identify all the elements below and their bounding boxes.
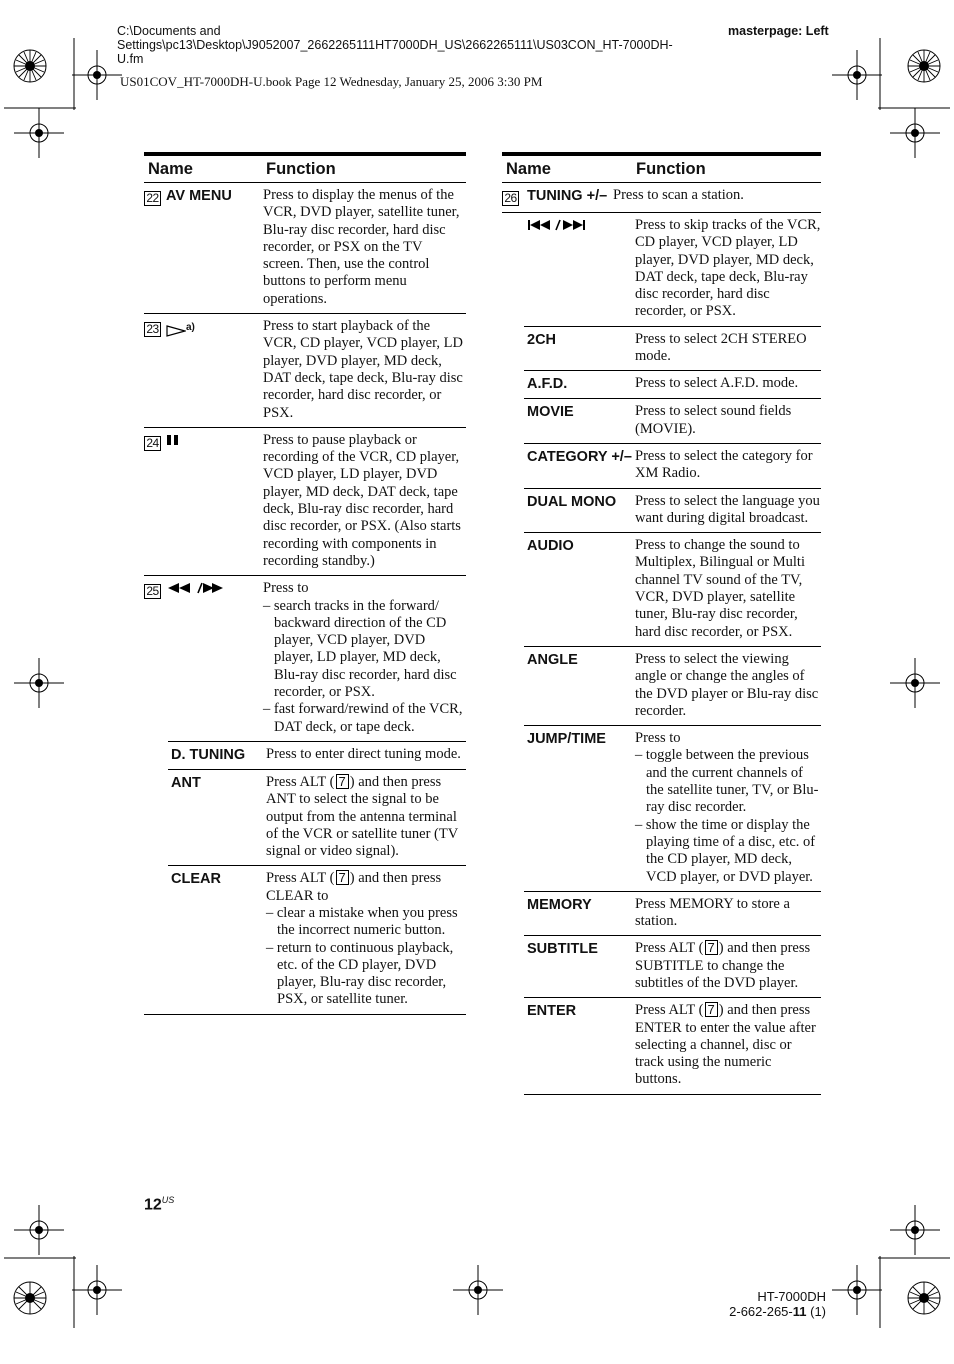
- function-text: [635, 730, 821, 886]
- key-7: 7: [705, 1002, 718, 1017]
- button-name: SUBTITLE: [527, 941, 598, 958]
- table-row: [524, 892, 821, 937]
- table-row: [524, 371, 821, 399]
- function-intro: Press to: [263, 580, 309, 597]
- item-number: 22: [144, 191, 161, 206]
- function-intro: Press to: [635, 730, 681, 747]
- crosshair-mark-right-lower: [890, 1205, 940, 1255]
- item-number: 26: [502, 191, 519, 206]
- button-name: [166, 432, 263, 570]
- table-row: [524, 647, 821, 726]
- button-name: A.F.D.: [527, 376, 568, 393]
- function-text-pre: Press ALT (: [266, 870, 335, 887]
- crosshair-mark-left-middle: [14, 658, 64, 708]
- button-name: 2CH: [527, 331, 557, 348]
- function-text: Press to skip tracks of the VCR, CD player, VCD player, LD player, DVD player, MD deck, DAT deck, tape deck, Blu-ray disc recorder, hard disc recorder, or PSX.: [635, 217, 821, 320]
- button-name: D. TUNING: [171, 746, 246, 763]
- item-number: 24: [144, 436, 161, 451]
- function-text: Press to select the viewing angle or change the angles of the DVD player or Blu-ray disc recorder.: [635, 650, 819, 719]
- header-name: Name: [506, 159, 551, 178]
- table-row: [524, 726, 821, 892]
- table-row: [144, 183, 466, 314]
- button-name: CLEAR: [171, 871, 221, 888]
- button-name: MOVIE: [527, 404, 574, 421]
- part-number-prefix: 2-662-265-: [729, 1304, 793, 1319]
- function-text: Press to enter direct tuning mode.: [266, 745, 461, 762]
- button-name: MEMORY: [527, 896, 592, 913]
- left-function-table: [144, 152, 466, 1015]
- table-row: [502, 183, 821, 213]
- button-name: JUMP/TIME: [527, 731, 606, 748]
- function-text-pre: Press ALT (: [266, 773, 335, 790]
- crosshair-mark-top: [72, 50, 122, 100]
- function-text-post: ) and then press CLEAR to: [266, 870, 442, 904]
- item-number: 23: [144, 322, 161, 337]
- crosshair-mark-bottom-left: [72, 1265, 122, 1315]
- table-row: [524, 533, 821, 647]
- button-name: ANT: [171, 774, 201, 791]
- function-text: Press to select the category for XM Radio.: [635, 447, 813, 482]
- function-item: – toggle between the previous and the current channels of the satellite tuner, TV, or Blu-ray disc recorder.: [635, 747, 819, 816]
- crosshair-mark-bottom-center: [453, 1265, 503, 1315]
- function-text-post: ) and then press ANT to select the signal to be output from the antenna terminal of the VCR or satellite tuner (TV signal or video signal).: [266, 773, 458, 860]
- pause-icon: [166, 434, 180, 446]
- table-row: [524, 998, 821, 1094]
- table-row: [144, 576, 466, 741]
- page-number-value: 12: [144, 1196, 162, 1214]
- registration-mark-bottom-right: [878, 1256, 950, 1328]
- function-item: – return to continuous playback, etc. of the CD player, DVD player, Blu-ray disc recorder, PSX, or satellite tuner.: [266, 939, 454, 1008]
- part-number: [720, 1304, 826, 1319]
- model-name: HT-7000DH: [757, 1289, 826, 1304]
- function-text: [266, 774, 466, 860]
- function-item: – fast forward/rewind of the VCR, DAT deck, or tape deck.: [263, 701, 463, 735]
- part-number-suffix: (1): [806, 1304, 826, 1319]
- header-function: Function: [266, 159, 336, 178]
- function-text-pre: Press ALT (: [635, 1002, 704, 1019]
- function-text: [266, 870, 466, 1008]
- button-name: DUAL MONO: [527, 493, 617, 510]
- skip-prev-next-icon: [527, 219, 591, 231]
- footnote-marker: a): [186, 322, 195, 334]
- table-header: [502, 152, 821, 183]
- table-row: [524, 327, 821, 372]
- table-row: [168, 742, 466, 770]
- table-row: [524, 213, 821, 327]
- key-7: 7: [336, 774, 349, 789]
- button-name: CATEGORY +/–: [527, 448, 632, 465]
- button-name: [166, 580, 263, 736]
- function-text: Press to change the sound to Multiplex, Bilingual or Multi channel TV sound of the TV, VCR, DVD player, satellite tuner, Blu-ray disc recorder, hard disc recorder, or PSX.: [635, 537, 805, 640]
- header-function: Function: [636, 159, 706, 178]
- page-number-suffix: US: [161, 1195, 175, 1205]
- registration-mark-bottom-left: [4, 1256, 76, 1328]
- rewind-ffwd-icon: [166, 582, 224, 594]
- table-row: [168, 770, 466, 866]
- table-row: [524, 936, 821, 998]
- model-info: [720, 1289, 826, 1319]
- button-name: ENTER: [527, 1003, 577, 1020]
- function-text: Press to pause playback or recording of the VCR, CD player, VCD player, LD player, DVD player, MD deck, DAT deck, tape deck, Blu-ray disc recorder, hard disc recorder, or PSX. (Also starts recording with components in recording standby.): [263, 431, 461, 569]
- button-name: ANGLE: [527, 651, 578, 668]
- function-text: Press to select 2CH STEREO mode.: [635, 330, 807, 365]
- header-name: Name: [148, 159, 193, 178]
- item-number: 25: [144, 584, 161, 599]
- function-text: [263, 580, 466, 736]
- crosshair-mark-top-right: [832, 50, 882, 100]
- function-text: Press to display the menus of the VCR, DVD player, satellite tuner, Blu-ray disc recorder, hard disc recorder, or PSX on the TV screen. Then, use the control buttons to perform menu operations.: [263, 187, 460, 307]
- part-number-bold: 11: [792, 1304, 807, 1319]
- table-header: [144, 152, 466, 183]
- function-text: [635, 1002, 821, 1088]
- function-text-post: ) and then press SUBTITLE to change the subtitles of the DVD player.: [635, 940, 811, 991]
- function-item: – show the time or display the playing time of a disc, etc. of the CD player, MD deck, VCD player, or DVD player.: [635, 816, 816, 885]
- function-text: Press to scan a station.: [613, 187, 744, 203]
- button-name: TUNING +/–: [527, 188, 608, 204]
- page-number: [144, 1195, 174, 1214]
- function-text: Press to start playback of the VCR, CD player, VCD player, LD player, DVD player, MD deck, DAT deck, tape deck, Blu-ray disc recorder, hard disc recorder, or PSX.: [263, 318, 463, 421]
- registration-mark-top-right: [878, 38, 950, 110]
- button-name: [166, 318, 263, 422]
- key-7: 7: [336, 870, 349, 885]
- crosshair-mark-right-upper: [890, 108, 940, 158]
- crosshair-mark-left-upper: [14, 108, 64, 158]
- key-7: 7: [705, 940, 718, 955]
- function-text: [635, 940, 821, 992]
- book-info-line: US01COV_HT-7000DH-U.book Page 12 Wednesday, January 25, 2006 3:30 PM: [120, 74, 543, 89]
- function-text: Press to select the language you want during digital broadcast.: [635, 492, 820, 526]
- function-text: Press MEMORY to store a station.: [635, 895, 790, 930]
- crosshair-mark-right-middle: [890, 658, 940, 708]
- registration-mark-top-left: [4, 38, 76, 110]
- function-text-pre: Press ALT (: [635, 940, 704, 957]
- table-row: [144, 428, 466, 576]
- crosshair-mark-bottom-right: [832, 1265, 882, 1315]
- function-text: Press to select sound fields (MOVIE).: [635, 403, 792, 437]
- function-item: – clear a mistake when you press the incorrect numeric button.: [266, 904, 458, 939]
- table-row: [524, 489, 821, 534]
- button-name: [524, 217, 635, 321]
- function-item: – search tracks in the forward/ backward direction of the CD player, VCD player, DVD player, LD player, MD deck, Blu-ray disc recorder, hard disc recorder, or PSX.: [263, 597, 457, 701]
- play-icon: [166, 325, 186, 337]
- table-row: [524, 399, 821, 444]
- button-name: AUDIO: [527, 538, 574, 555]
- crosshair-mark-left-lower: [14, 1205, 64, 1255]
- table-row: [524, 444, 821, 489]
- function-text: Press to select A.F.D. mode.: [635, 375, 799, 392]
- table-row: [144, 314, 466, 428]
- file-path: C:\Documents and Settings\pc13\Desktop\J9052007_2662265111HT7000DH_US\2662265111\US03CON_HT-7000DH-U.fm: [117, 24, 673, 66]
- masterpage-label: masterpage: Left: [728, 24, 829, 38]
- table-row: [144, 866, 466, 1014]
- button-name: AV MENU: [166, 188, 232, 204]
- function-text-post: ) and then press ENTER to enter the value after selecting a channel, disc or track using the numeric buttons.: [635, 1002, 816, 1088]
- right-function-table: [502, 152, 821, 1095]
